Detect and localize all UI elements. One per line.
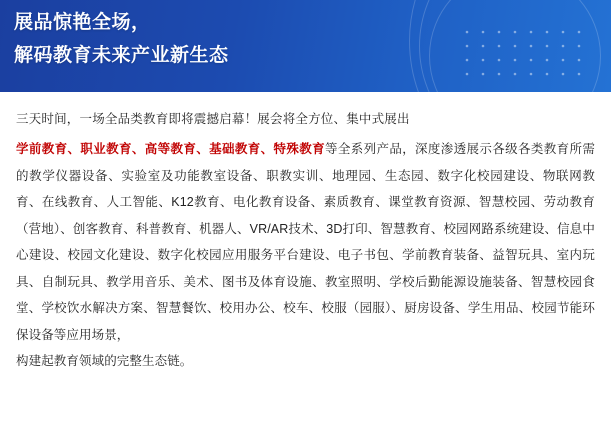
article-body [0,92,611,375]
main-paragraph-text: 等全系列产品，深度渗透展示各级各类教育所需的教学仪器设备、实验室及功能教室设备、职教实训、地理园、生态园、数字化校园建设、物联网教育、在线教育、人工智能、K12教育、电化教育设备、素质教育、课堂教育资源、智慧校园、劳动教育（营地）、创客教育、科普教育、机器人、VR/AR技术、3D打印、智慧教育、校园网路系统建设、信息中心建设、校园文化建设、数字化校园应用服务平台建设、电子书包、学前教育装备、益智玩具、室内玩具、自制玩具、教学用音乐、美术、图书及体育设施、教室照明、学校后勤能源设施装备、智慧校园食堂、学校饮水解决方案、智慧餐饮、校用办公、校车、校服（园服）、厨房设备、学生用品、校园节能环保设备等应用场景， [16,142,596,342]
closing-sentence: 构建起教育领域的完整生态链。 [16,354,193,368]
highlight-categories: 学前教育、职业教育、高等教育、基础教育、特殊教育 [16,142,325,156]
banner-title-line-1: 展品惊艳全场， [14,12,151,33]
dot-pattern-icon [463,28,583,88]
banner-title [14,6,229,72]
header-banner [0,0,611,92]
lead-paragraph: 三天时间，一场全品类教育即将震撼启幕！展会将全方位、集中式展出 [16,112,410,126]
banner-title-line-2: 解码教育未来产业新生态 [14,45,229,66]
main-paragraph [16,136,595,375]
